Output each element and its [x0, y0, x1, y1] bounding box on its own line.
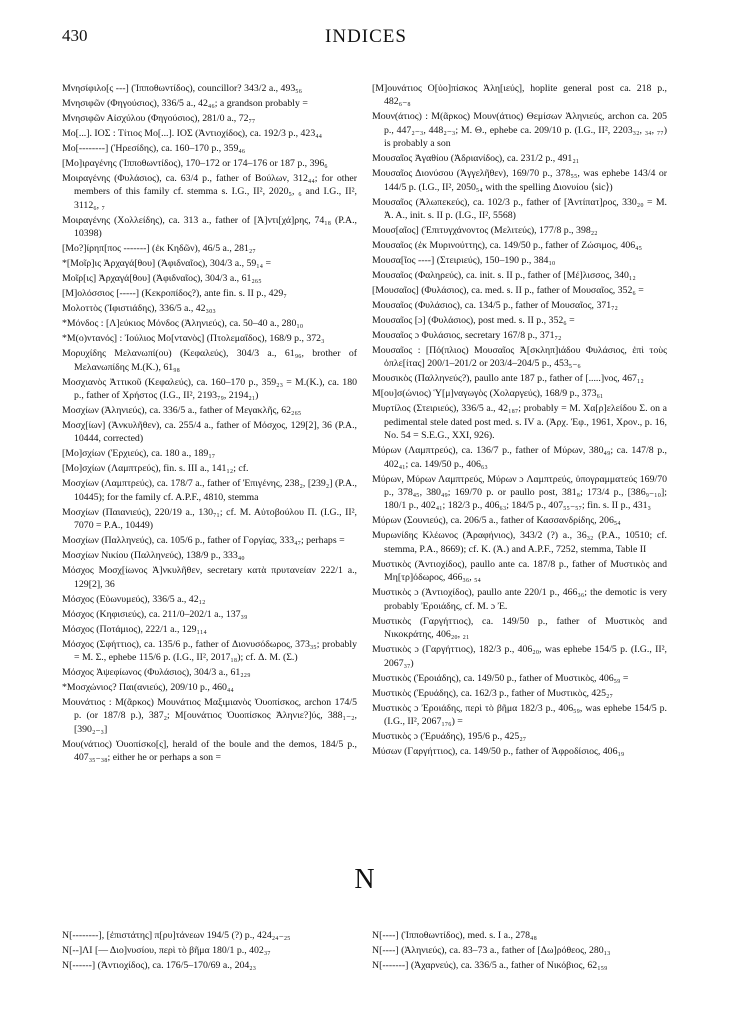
index-entry: Ν[------] (Ἀντιοχίδος), ca. 176/5–170/69 a., 204₂₃	[62, 960, 257, 971]
index-entry: Μοσχ[ίων] (Ἀνκυλῆθεν), ca. 255/4 a., father of Μόσχος, 129[2], 36 (P.A., 10444, corrected)	[62, 420, 357, 445]
index-entry: Μυστικὸς (Ἀντιοχίδος), paullo ante ca. 187/8 p., father of Μυστικὸς and Μη[τρ]όδωρος, 466₃₆, ₅₄	[372, 558, 667, 584]
index-entry: Μυστικὸς ɔ (Ἐρυάδης), 195/6 p., 425₂₇	[372, 730, 527, 742]
index-entry: Μύρων (Σουνιεύς), ca. 206/5 a., father of Κασσανδρίδης, 206₅₄	[372, 515, 621, 527]
index-entry: Μοῖρ[ις] Ἀρχαγά[θου] (Ἀφιδναῖος), 304/3 a., 61₂₆₅	[62, 273, 262, 285]
index-entry: *Μοσχώνιος? Παι(ανιεύς), 209/10 p., 460₄₄	[62, 682, 234, 694]
index-entry: Μνησίφιλο[ς ---] (Ἱπποθωντίδος), councillor? 343/2 a., 493₅₆	[62, 83, 303, 94]
page-header	[62, 26, 670, 54]
index-entry: Μο[--------] (Ἠρεσίδης), ca. 160–170 p., 359₄₆	[62, 143, 246, 154]
index-entry: Μουσαῖος ɔ Φυλάσιος, secretary 167/8 p., 371₇₂	[372, 330, 562, 342]
index-entry: Ν[----] (Ἀληνιεύς), ca. 83–73 a., father of [Δω]ρόθεος, 280₁₃	[372, 945, 611, 956]
index-entry: Μοιραγένης (Χολλείδης), ca. 313 a., father of [Ἀ]ντι[χά]ρης, 74₁₈ (P.A., 10398)	[62, 214, 357, 240]
index-entry: Μόσχος (Κηφισιεύς), ca. 211/0–202/1 a., 137₃₉	[62, 608, 248, 620]
index-entry: [Μο]σχίων (Λαμπτρεύς), fin. s. III a., 141₁₂; cf.	[62, 463, 249, 475]
index-entry: Ν[----] (Ἱπποθωντίδος), med. s. I a., 278₄₈	[372, 930, 537, 941]
index-entry: *Μόνδος : [Λ]εύκιος Μόνδος (Ἀληνιεύς), ca. 50–40 a., 280₁₀	[62, 318, 304, 330]
index-entry: *Μ(ο)ντανός] : Ἰούλιος Μο[ντανὸς] (Πτολεμαΐδος), 168/9 p., 372₃	[62, 333, 325, 345]
index-entry: Μόσχος Ἀψεφίωνος (Φυλάσιος), 304/3 a., 61₂₂₉	[62, 667, 251, 679]
left-column	[62, 82, 357, 822]
right-column	[372, 82, 667, 822]
index-entry: Μουσικὸς (Παλληνεύς?), paullo ante 187 p., father of [.....]νος, 467₁₂	[372, 373, 644, 385]
index-entry: Μουσ[αῖος] (Ἐπιτυγχάνοντος (Μελιτεύς), 177/8 p., 398₂₂	[372, 225, 598, 237]
index-entry: Μουσαῖος : [Πό(πλιος) Μουσαῖος Ἀ[σκληπ]ιάδου Φυλάσιος, ἐπὶ τοὺς ὀπλε[ίτας] 200/1–201/2 or 203/4–204/5 p., 453₅₋₆	[372, 345, 667, 370]
index-entry: Μορυχίδης Μελανωπί(ου) (Κεφαλεύς), 304/3 a., 61₉₆, brother of Μελανωπίδης Μ.(Κ.), 61₉₈	[62, 348, 357, 373]
index-entry: Μοσχιανὸς Ἀττικοῦ (Κεφαλεύς), ca. 160–170 p., 359₂₃ = Μ.(Κ.), ca. 180 p., father of Χρήστος (I.G., II², 2193₇₉, 2194₂₁)	[62, 376, 357, 402]
index-entry: Μοσχίων (Ἀληνιεύς), ca. 336/5 a., father of Μεγακλῆς, 62₂₆₅	[62, 405, 302, 417]
index-entry: Μυστικὸς ɔ (Ἀντιοχίδος), paullo ante 220/1 p., 466₃₆; the demotic is very probably Ἐροιάδης, cf. Μ. ɔ Ἐ.	[372, 587, 667, 612]
index-entry: Μυστικὸς ɔ Ἐροιάδης, περὶ τὸ βῆμα 182/3 p., 406₅₉, was ephebe 154/5 p. (I.G., II², 2067₁₇₆) =	[372, 702, 667, 727]
index-entry: Ν[-------] (Ἀχαρνεύς), ca. 336/5 a., father of Νικόβιος, 62₁₅₉	[372, 960, 608, 971]
index-entry: [Μο]σχίων (Ἐρχιεύς), ca. 180 a., 189₁₇	[62, 448, 216, 460]
index-entry: [Μο]ιραγένης (Ἱπποθωντίδος), 170–172 or 174–176 or 187 p., 396₆	[62, 158, 328, 169]
index-entry: Μουνάτιος : Μ(ᾶρκος) Μουνάτιος Μαξιμιανὸς Ὀυοπίσκος, archon 174/5 p. (or 187/8 p.), 387₂; Μ[ουνάτιος Ὀυοπίσκος Ἀληνιε?]ύς, 388₁₋₂, [390₂₋₃]	[62, 697, 357, 735]
index-entry: Μυστικὸς ɔ (Γαργήττιος), 182/3 p., 406₂₀, was ephebe 154/5 p. (I.G., II², 2067₃₇)	[372, 644, 667, 669]
index-entry: Ν[--------], [ἐπιστάτης] π[ρυ]τάνεων 194/5 (?) p., 424₂₄₋₂₅	[62, 930, 291, 941]
index-entry: Μοσχίων (Παιανιεύς), 220/19 a., 130₇₁; cf. Μ. Αὐτοβούλου Π. (I.G., II², 7070 = P.A., 10449)	[62, 506, 357, 532]
index-entry: Μυστικὸς (Ἐρυάδης), ca. 162/3 p., father of Μυστικὸς, 425₂₇	[372, 687, 613, 699]
index-entry: Μ[ου]σ(ώνιος) Ὑ[μ]ναγωγὸς (Χολαργεύς), 168/9 p., 373₆₁	[372, 388, 604, 400]
index-entry: Μύρων, Μύρων Λαμπτρεύς, Μύρων ɔ Λαμπτρεύς, ὑπογραμματεύς 169/70 p., 378₄₅, 380₄₉; 169/70 p. or paullo post, 381₈; 173/4 p., [386₉₋₁₀]; 180/1 p., 402₄₁; 182/3 p., 406₆₃; 184/5 p., 407₅₅₋₅₇; fin. s. II p., 431₃	[372, 473, 667, 512]
index-entry: [Μ]ουνάτιος Ο[ὐο]πίσκος Ἀλη[ιεύς], hoplite general post ca. 218 p., 482₆₋₈	[372, 83, 667, 108]
index-entry: Μο[...]. ΙΟΣ : Τίτιος Μο[...]. ΙΟΣ (Ἀντιοχίδος), ca. 192/3 p., 423₄₄	[62, 128, 323, 139]
index-entry: Μουσαῖος (Φαληρεύς), ca. init. s. II p., father of [Μέ]λισσος, 340₁₂	[372, 270, 636, 282]
index-entry: Μοσχίων (Λαμπτρεύς), ca. 178/7 a., father of Ἐπιγένης, 238₂, [239₂] (P.A., 10445); for the family cf. A.P.F., 4810, stemma	[62, 478, 357, 503]
index-entry: Μουσα[ῖος ----] (Στειριεύς), 150–190 p., 384₁₀	[372, 255, 556, 267]
index-entry: Ν[--]ΛΙ [— Διο]νυσίου, περὶ τὸ βῆμα 180/1 p., 402₃₇	[62, 945, 271, 956]
index-entry: Μου(νάτιος) Ὀυοπίσκο[ς], herald of the boule and the demos, 184/5 p., 407₃₅₋₃₈; either he or perhaps a son =	[62, 738, 357, 764]
n-right-column	[372, 929, 672, 974]
index-entry: Μόσχος (Ποτάμιος), 222/1 a., 129₁₁₄	[62, 623, 207, 635]
index-entry: Μοσχίων Νικίου (Παλληνεύς), 138/9 p., 333₄₀	[62, 550, 245, 562]
index-entry: [Μο?]ίρηπ[πος -------] (ἐκ Κηδῶν), 46/5 a., 281₂₇	[62, 243, 256, 255]
index-entry: Μνησιφῶν (Φηγούσιος), 336/5 a., 42₄₆; a grandson probably =	[62, 98, 308, 109]
index-entry: Μόσχος Μοσχ[ίωνος Ἀ]νκυλῆθεν, secretary κατὰ πρυτανείαν 222/1 a., 129[2], 36	[62, 565, 357, 590]
index-entry: Μυρτίλος (Στειριεύς), 336/5 a., 42₁₈₇; probably = Μ. Χα[ρ]ελείδου Σ. on a pedimental stele dated post med. s. IV a. (Ἀρχ. Ἐφ., 1961, Χρον., p. 16, No. 54 = S.E.G., XXI, 926).	[372, 403, 667, 442]
index-entry: Μόσχος (Εὐωνυμεύς), 336/5 a., 42₁₂	[62, 593, 206, 605]
index-entry: Μολοττὸς (Ἰφιστιάδης), 336/5 a., 42₃₀₃	[62, 303, 216, 315]
index-entry: [Μουσαῖος] (Φυλάσιος), ca. med. s. II p., father of Μουσαῖος, 352₆ =	[372, 285, 644, 297]
index-entry: *[Μοῖρ]ις Ἀρχαγά[θου] (Ἀφιδναῖος), 304/3 a., 59₁₄ =	[62, 258, 272, 270]
index-entry: Μοσχίων (Παλληνεύς), ca. 105/6 p., father of Γοργίας, 333₄₇; perhaps =	[62, 535, 345, 547]
index-entry: Μουν(άτιος) : Μ(ᾶρκος) Μουν(άτιος) Θεμίσων Ἀληνιεύς, archon ca. 205 p., 447₂₋₃, 448₂₋₃; Μ. Θ., ephebe ca. 209/10 p. (I.G., II², 2203₃₂, ₃₄, ₇₇) is probably a son	[372, 111, 667, 150]
index-entry: Μύρων (Λαμπτρεύς), ca. 136/7 p., father of Μύρων, 380₄₉; ca. 147/8 p., 402₄₁; ca. 149/50 p., 406₆₃	[372, 445, 667, 470]
index-entry: Μνησιφῶν Αἰσχύλου (Φηγούσιος), 281/0 a., 72₇₇	[62, 113, 256, 124]
index-entry: Μύσων (Γαργήττιος), ca. 149/50 p., father of Ἀφροδίσιος, 406₁₉	[372, 745, 625, 757]
n-left-column	[62, 929, 362, 974]
index-entry: Μουσαῖος Ἀγαθίου (Ἀδριανίδος), ca. 231/2 p., 491₂₁	[372, 153, 580, 165]
index-entry: Μοιραγένης (Φυλάσιος), ca. 63/4 p., father of Βούλων, 312₄₄; for other members of this family cf. stemma s. I.G., II², 2020₅, ₆ and I.G., II², 3112₆, ₇	[62, 173, 357, 211]
index-entry: Μουσαῖος (ἐκ Μυρινούττης), ca. 149/50 p., father of Ζώσιμος, 406₄₅	[372, 240, 643, 252]
running-title: INDICES	[325, 26, 407, 47]
index-entry: Μουσαῖος [ɔ] (Φυλάσιος), post med. s. II p., 352₆ =	[372, 315, 575, 327]
index-entry: Μυστικὸς (Γαργήττιος), ca. 149/50 p., father of Μυστικὸς and Νικοκράτης, 406₂₀, ₂₁	[372, 615, 667, 641]
index-entry: Μόσχος (Σφήττιος), ca. 135/6 p., father of Διονυσόδωρος, 373₃₅; probably = Μ. Σ., ephebe 115/6 p. (I.G., II², 2017₁₈); cf. Δ. Μ. (Σ.)	[62, 638, 357, 664]
index-entry: Μουσαῖος (Ἀλωπεκεύς), ca. 102/3 p., father of [Ἀντίπατ]ρος, 330₂₀ = Μ. Ἀ. Α., init. s. II p. (I.G., II², 5568)	[372, 196, 667, 222]
index-entry: Μυστικὸς (Ἐροιάδης), ca. 149/50 p., father of Μυστικὸς, 406₅₉ =	[372, 672, 629, 684]
index-entry: Μυρωνίδης Κλέωνος (Ἀραφήνιος), 343/2 (?) a., 36₃₂ (P.A., 10510; cf. stemma, P.A., 8669); cf. Κ. (Ἀ.) and A.P.F., 7252, stemma, Table II	[372, 530, 667, 555]
page-number: 430	[62, 26, 88, 45]
index-entry: [Μ]ολόσσιος [-----] (Κεκροπίδος?), ante fin. s. II p., 429₇	[62, 288, 287, 300]
index-entry: Μουσαῖος Διονύσου (Ἀγγελῆθεν), 169/70 p., 378₅₅, was ephebe 143/4 or 144/5 p. (I.G., II², 2050₅₄ with the spelling Διονυίου ⟨sic⟩)	[372, 168, 667, 193]
index-entry: Μουσαῖος (Φυλάσιος), ca. 134/5 p., father of Μουσαῖος, 371₇₂	[372, 300, 618, 312]
section-letter: N	[354, 864, 375, 895]
